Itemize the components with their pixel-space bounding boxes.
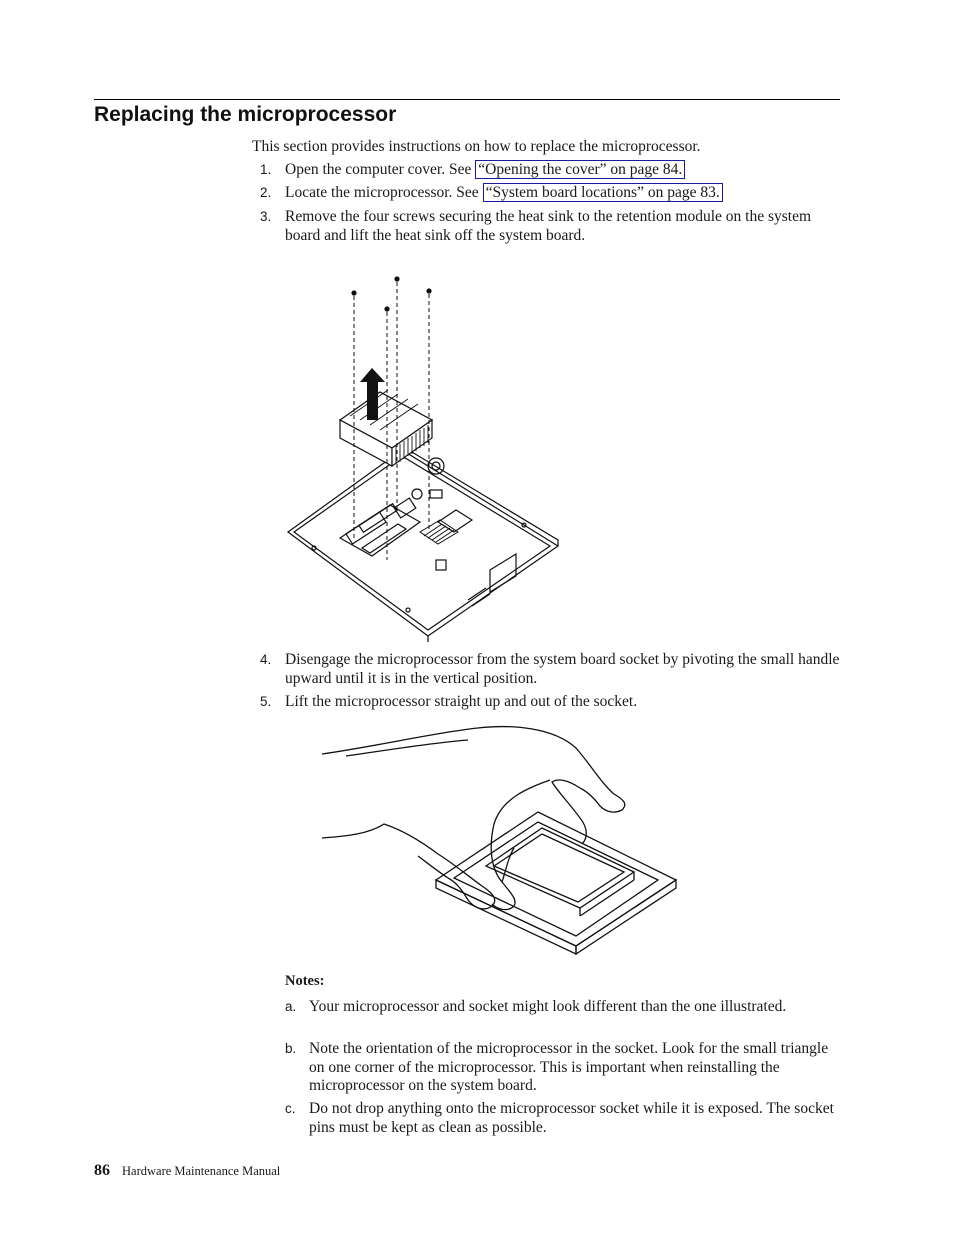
link-opening-cover[interactable]: “Opening the cover” on page 84. bbox=[475, 160, 685, 179]
heading-rule bbox=[94, 99, 840, 100]
step-number: 2. bbox=[260, 185, 272, 200]
note-text: Note the orientation of the microprocessor in the socket. Look for the small triangle on one corner of the microprocessor. This is important when reinstalling the microprocessor on the system board. bbox=[309, 1040, 829, 1094]
step-number: 5. bbox=[260, 694, 272, 709]
step-number: 1. bbox=[260, 162, 272, 177]
note-letter: a. bbox=[285, 999, 297, 1014]
heat-sink-removal-illustration bbox=[280, 270, 570, 642]
page-footer bbox=[94, 1162, 280, 1180]
step-text: Open the computer cover. See bbox=[285, 161, 476, 178]
notes-title: Notes: bbox=[285, 973, 325, 989]
page-title: Replacing the microprocessor bbox=[94, 103, 397, 126]
note-letter: c. bbox=[285, 1101, 296, 1116]
link-system-board-locations[interactable]: “System board locations” on page 83. bbox=[483, 183, 723, 202]
microprocessor-lift-illustration bbox=[318, 720, 680, 960]
step-text: Locate the microprocessor. See bbox=[285, 184, 483, 201]
note-text: Do not drop anything onto the microprocessor socket while it is exposed. The socket pins must be kept as clean as possible. bbox=[309, 1100, 834, 1136]
note-letter: b. bbox=[285, 1041, 297, 1056]
note-text: Your microprocessor and socket might look different than the one illustrated. bbox=[309, 998, 787, 1015]
step-text: Remove the four screws securing the heat sink to the retention module on the system board and lift the heat sink off the system board. bbox=[285, 208, 812, 244]
step-number: 4. bbox=[260, 652, 272, 667]
page-number: 86 bbox=[94, 1162, 110, 1179]
step-text: Disengage the microprocessor from the system board socket by pivoting the small handle upward until it is in the vertical position. bbox=[285, 651, 840, 687]
step-number: 3. bbox=[260, 209, 272, 224]
manual-title: Hardware Maintenance Manual bbox=[122, 1164, 281, 1178]
step-text: Lift the microprocessor straight up and out of the socket. bbox=[285, 693, 638, 710]
intro-text: This section provides instructions on how to replace the microprocessor. bbox=[252, 138, 701, 155]
